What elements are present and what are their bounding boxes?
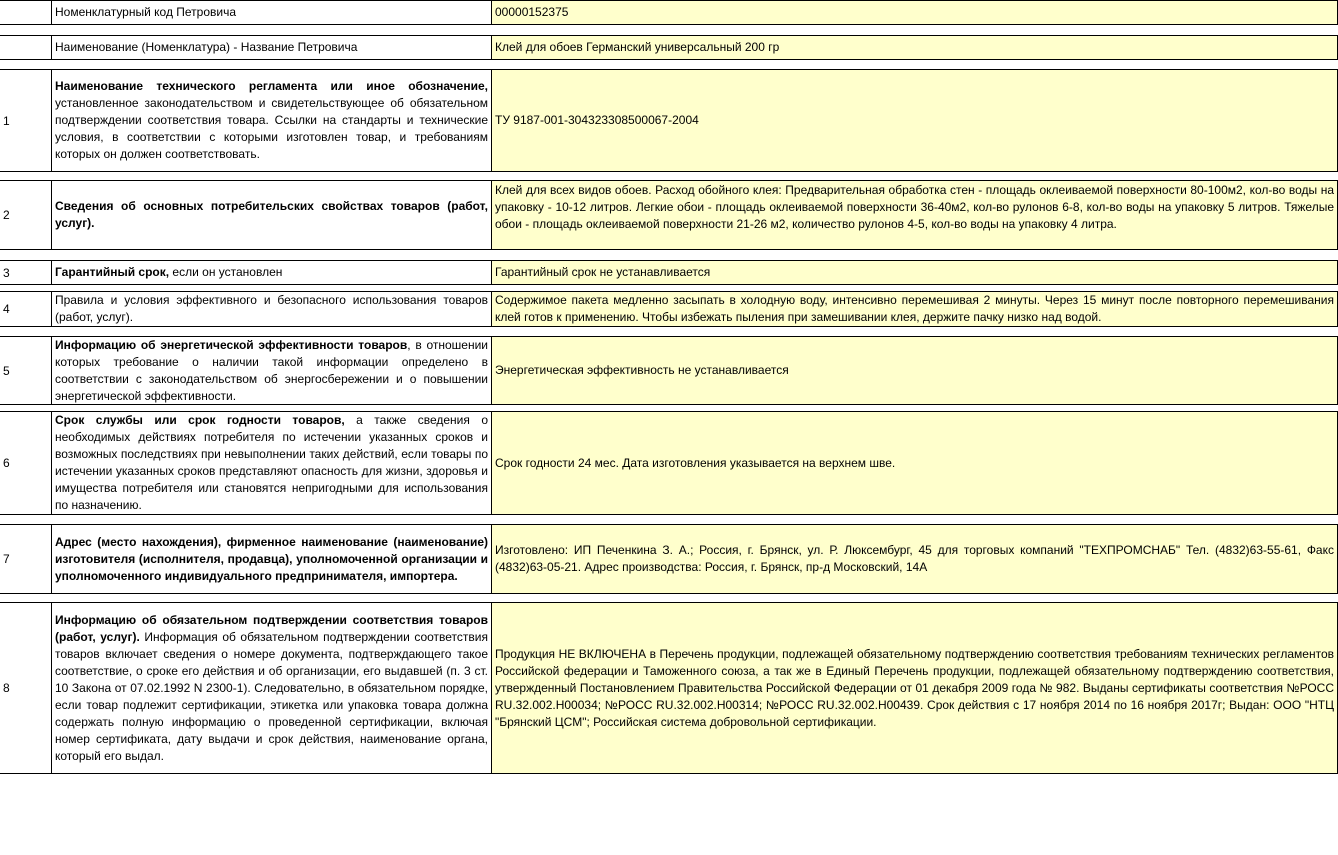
row-value: Клей для обоев Германский универсальный 200 гр (492, 35, 1338, 60)
row-number: 6 (0, 411, 52, 515)
table-row (0, 0, 1338, 25)
row-label (52, 291, 492, 327)
row-label-bold: Гарантийный срок, (55, 265, 170, 279)
row-value: Содержимое пакета медленно засыпать в холодную воду, интенсивно перемешивая 2 минуты. Через 15 минут после повторного перемешивания клей готов к применению. Чтобы избежать пыления при замешивании клея, держите пачку низко над водой. (492, 291, 1338, 327)
row-number (0, 0, 52, 25)
row-label-text: Правила и условия эффективного и безопасного использования товаров (работ, услуг). (55, 293, 488, 324)
row-value: ТУ 9187-001-304323308500067-2004 (492, 69, 1338, 172)
row-value: Гарантийный срок не устанавливается (492, 260, 1338, 285)
row-label-bold: Срок службы или срок годности товаров, (55, 413, 345, 427)
row-number: 7 (0, 524, 52, 594)
row-label-text: Номенклатурный код Петровича (55, 5, 237, 19)
row-value: 00000152375 (492, 0, 1338, 25)
row-number: 8 (0, 602, 52, 774)
row-label-bold: Информацию об энергетической эффективности товаров (55, 337, 408, 352)
row-label-text: , в отношении которых требование о наличии такой информации определено в соответствии с законодательством об энергосбережении и о повышении энергетической эффективности. (55, 337, 489, 403)
table-row (0, 524, 1338, 594)
row-number: 2 (0, 180, 52, 250)
row-label-bold: Сведения об основных потребительских свойствах товаров (работ, услуг). (55, 199, 488, 230)
row-label-bold: Адрес (место нахождения), фирменное наименование (наименование) изготовителя (исполнителя, продавца), уполномоченной организации и уполномоченного индивидуального предпринимателя, импортера. (55, 534, 488, 583)
row-value: Клей для всех видов обоев. Расход обойного клея: Предварительная обработка стен - площадь оклеиваемой поверхности 80-100м2, кол-во воды на упаковку - 10-12 литров. Легкие обои - площадь оклеиваемой поверхности 36-40м2, кол-во рулонов 6-8, кол-во воды на упаковку 5 литров. Тяжелые обои - площадь оклеиваемой поверхности 21-26 м2, количество рулонов 4-5, кол-во воды на упаковку 4 литра. (492, 180, 1338, 250)
row-label (52, 260, 492, 285)
row-label-text: если он установлен (169, 265, 283, 279)
row-label-text: установленное законодательством и свидетельствующее об обязательном подтверждении соответствия товара. Ссылки на стандарты и технические условия, в соответствии с которыми изготовлен товар, и требованиям которых он должен соответствовать. (55, 96, 488, 161)
row-label (52, 35, 492, 60)
table-row (0, 291, 1338, 327)
row-label (52, 180, 492, 250)
row-number: 3 (0, 260, 52, 285)
row-label-bold: Информацию об обязательном подтверждении соответствия товаров (работ, услуг). (55, 612, 488, 644)
row-value: Срок годности 24 мес. Дата изготовления указывается на верхнем шве. (492, 411, 1338, 515)
row-value: Энергетическая эффективность не устанавливается (492, 336, 1338, 405)
row-label (52, 336, 492, 405)
row-number: 5 (0, 336, 52, 405)
row-value: Продукция НЕ ВКЛЮЧЕНА в Перечень продукции, подлежащей обязательному подтверждению соответствия требованиям технических регламентов Российской федерации и Таможенного союза, а так же в Единый Перечень продукции, подлежащей обязательному подтверждению соответствия, утвержденный Постановлением Правительства Российской Федерации от 01 декабря 2009 года № 982. Выданы сертификаты соответствия №РОСС RU.32.002.H00034; №РОСС RU.32.002.H00314; №РОСС RU.32.002.H00439. Срок действия с 17 ноября 2014 по 16 ноября 2017г; Выдан: ООО "НТЦ "Брянский ЦСМ"; Российская система добровольной сертификации. (492, 602, 1338, 774)
row-number: 4 (0, 291, 52, 327)
row-label (52, 0, 492, 25)
row-value: Изготовлено: ИП Печенкина З. А.; Россия, г. Брянск, ул. Р. Люксембург, 45 для торговых компаний "ТЕХПРОМСНАБ" Тел. (4832)63-55-61, Факс (4832)63-05-21. Адрес производства: Россия, г. Брянск, пр-д Московский, 14А (492, 524, 1338, 594)
row-label-text: а также сведения о необходимых действиях потребителя по истечении указанных сроков и возможных последствиях при невыполнении таких действий, если товары по истечении указанных сроков представляют опасность для жизни, здоровья и имущества потребителя или становятся непригодными для использования по назначению. (55, 413, 489, 512)
row-number (0, 35, 52, 60)
table-row (0, 260, 1338, 285)
row-label (52, 69, 492, 172)
table-row (0, 35, 1338, 60)
row-label (52, 524, 492, 594)
row-number: 1 (0, 69, 52, 172)
table-row (0, 336, 1338, 405)
row-label-text: Информация об обязательном подтверждении соответствия товаров включает сведения о номере документа, подтверждающего такое соответствие, о сроке его действия и об организации, его выдавшей (п. 3 ст. 10 Закона от 07.02.1992 N 2300-1). Следовательно, в обязательном порядке, если товар подлежит сертификации, этикетка или упаковка товара должна содержать полную информацию о проведенной сертификации, включая номер сертификата, дату выдачи и срок действия, наименование органа, который его выдал. (55, 629, 488, 763)
table-row (0, 180, 1338, 250)
table-row (0, 411, 1338, 515)
row-label-bold: Наименование технического регламента или иное обозначение, (55, 79, 488, 93)
table-row (0, 602, 1338, 774)
row-label (52, 411, 492, 515)
table-row (0, 69, 1338, 172)
row-label (52, 602, 492, 774)
row-label-text: Наименование (Номенклатура) - Название Петровича (55, 40, 358, 54)
